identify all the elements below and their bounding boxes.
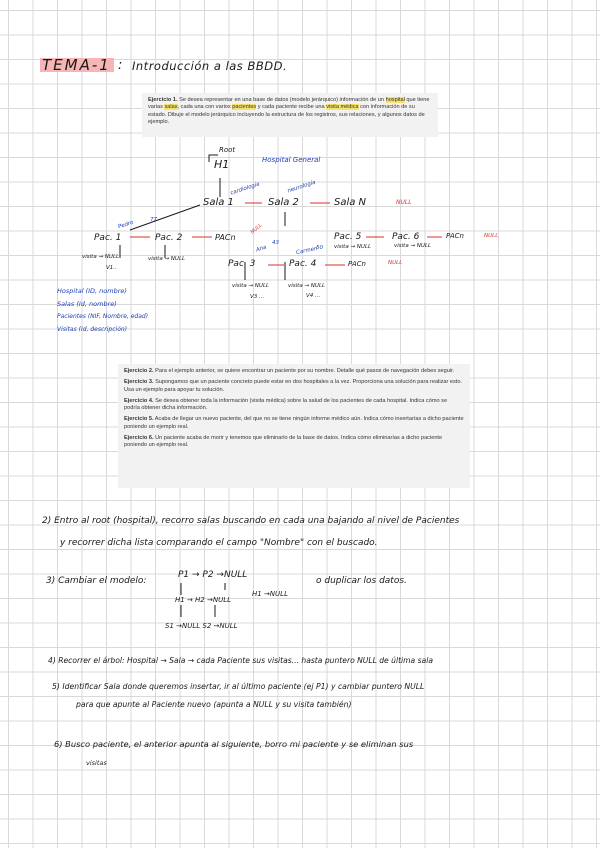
v4-label: V4 ... bbox=[306, 293, 321, 299]
visita5: visita → NULL bbox=[334, 244, 372, 250]
pac3-node: Pac. 3 bbox=[228, 259, 256, 269]
answer-6-line-1: 6) Busco paciente, el anterior apunta al siguiente, borro mi paciente y se eliminan sus bbox=[54, 739, 414, 749]
pac2-node: Pac. 2 bbox=[155, 233, 183, 243]
v3-label: V3 ... bbox=[250, 294, 265, 300]
title-colon: : bbox=[118, 58, 123, 73]
neuro-label: neurología bbox=[286, 179, 317, 195]
visita1: visita → NULL bbox=[82, 254, 120, 260]
pac4-node: Pac. 4 bbox=[289, 259, 317, 269]
answer-4: 4) Recorrer el árbol: Hospital → Sala → cada Paciente sus visitas... hasta puntero NULL de última sala bbox=[48, 656, 433, 665]
v1-label: V1.. bbox=[106, 265, 117, 271]
legend-salas: Salas (Id, nombre) bbox=[57, 300, 117, 308]
exercise-4: Ejercicio 4. Se desea obtener toda la información (visita médica) sobre la salud de los pacientes de cada hospital. Indica cómo se podría obtener dicha información. bbox=[124, 397, 448, 412]
answer-3-s: S1 →NULL S2 →NULL bbox=[165, 622, 238, 630]
pacn-a-node: PACn bbox=[215, 233, 236, 242]
age-77: 77 bbox=[150, 217, 157, 223]
legend-pacientes: Pacientes (NIF, Nombre, edad) bbox=[57, 313, 149, 320]
answer-3-h: H1 → H2 →NULL bbox=[175, 596, 231, 604]
salan-node: Sala N bbox=[334, 197, 367, 208]
page-title: Introducción a las BBDD. bbox=[132, 59, 288, 73]
sala2-node: Sala 2 bbox=[268, 197, 299, 208]
cardio-label: cardiología bbox=[229, 181, 261, 197]
exercise-3: Ejercicio 3. Supongamos que un paciente concreto puede estar en dos hospitales a la vez. Proporciona una solución para realizar esto. Usa un ejemplo para apoyar tu solución. bbox=[124, 379, 463, 393]
answer-3-h1null: H1 →NULL bbox=[252, 590, 288, 598]
exercise-1-text: Ejercicio 1. Se desea representar en una base de datos (modelo jerárquico) información de un hospital que tiene varias salas, cada una con varios pacientes y cada paciente recibe una visita médica con información de su estado. Dibuje el modelo jerárquico incluyendo la estructura de los registros, sus relaciones, y algunos datos de ejemplo. bbox=[148, 97, 430, 125]
pacn-b-null: NULL bbox=[484, 233, 499, 239]
answer-2-line-2: y recorrer dicha lista comparando el campo "Nombre" con el buscado. bbox=[60, 538, 378, 548]
pacn-c-node: PACn bbox=[348, 260, 366, 268]
h1-node: H1 bbox=[214, 158, 230, 171]
visita3: visita → NULL bbox=[232, 283, 270, 289]
answer-2-line-1: 2) Entro al root (hospital), recorro salas buscando en cada una bajando al nivel de Pacientes bbox=[42, 516, 460, 526]
visita2: visita → NULL bbox=[148, 256, 186, 262]
pedro-label: Pedro bbox=[117, 219, 135, 231]
age-43: 43 bbox=[272, 240, 279, 246]
answer-6-line-2: visitas bbox=[86, 759, 107, 767]
answer-5-line-2: para que apunte al Paciente nuevo (apunta a NULL y su visita también) bbox=[76, 700, 352, 709]
hospital-label: Hospital General bbox=[262, 156, 321, 164]
title-tema: TEMA-1 bbox=[42, 56, 111, 74]
root-label: Root bbox=[219, 146, 236, 154]
visita4: visita → NULL bbox=[288, 283, 326, 289]
pac5-node: Pac. 5 bbox=[334, 232, 362, 242]
pacn-b-node: PACn bbox=[446, 232, 464, 240]
sala1-node: Sala 1 bbox=[203, 197, 234, 208]
age-50: 50 bbox=[316, 245, 323, 251]
exercise-1-label: Ejercicio 1. bbox=[148, 97, 178, 103]
exercise-6: Ejercicio 6. Un paciente acaba de morir y tenemos que eliminarlo de la base de datos. Indica cómo eliminarías a dicho paciente poniendo un ejemplo real. bbox=[124, 435, 443, 449]
pac6-node: Pac. 6 bbox=[392, 232, 420, 242]
answer-3-label: 3) Cambiar el modelo: bbox=[46, 576, 147, 586]
pac1-node: Pac. 1 bbox=[94, 233, 122, 243]
legend-hospital: Hospital (ID, nombre) bbox=[57, 287, 127, 295]
ana-label: Ana bbox=[255, 244, 268, 254]
exercise-2: Ejercicio 2. Para el ejemplo anterior, se quiere encontrar un paciente por su nombre. Detalle qué pasos de navegación debes seguir. bbox=[124, 368, 455, 374]
pacn-a-null: NULL bbox=[249, 222, 264, 236]
visita6: visita → NULL bbox=[394, 243, 432, 249]
salan-null: NULL bbox=[396, 199, 412, 206]
exercise-5: Ejercicio 5. Acaba de llegar un nuevo paciente, del que no se tiene ningún informe médico aún. Indica cómo insertarías a dicho paciente poniendo un ejemplo real. bbox=[124, 416, 464, 430]
answer-5-line-1: 5) Identificar Sala donde queremos insertar, ir al último paciente (ej P1) y cambiar puntero NULL bbox=[52, 682, 425, 691]
answer-3-or: o duplicar los datos. bbox=[316, 576, 407, 586]
pacn-c-null: NULL bbox=[388, 260, 403, 266]
carmen-label: Carmen bbox=[295, 245, 319, 257]
legend-visitas: Visitas (Id, descripción) bbox=[57, 326, 128, 333]
answer-3-p1: P1 → P2 →NULL bbox=[178, 570, 248, 580]
